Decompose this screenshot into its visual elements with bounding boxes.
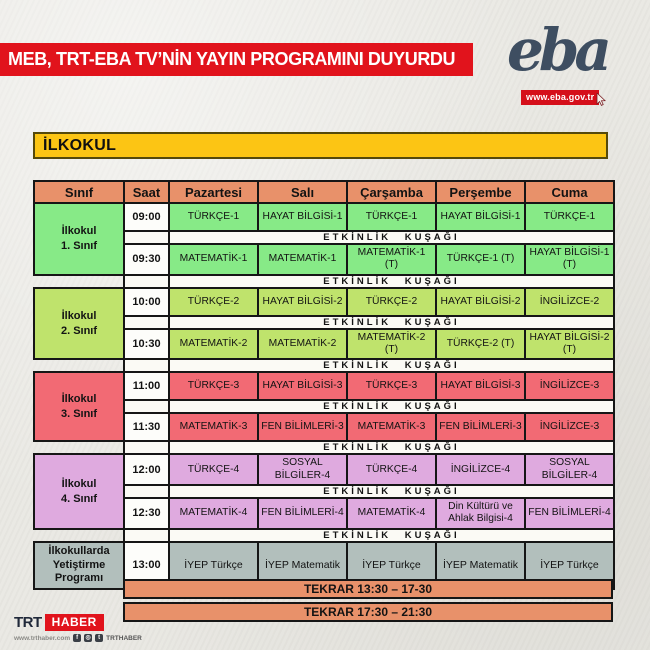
eba-logo: eba [506, 16, 608, 84]
class-grade: 1. Sınıf [60, 239, 98, 252]
empty-time-cell [124, 529, 169, 542]
col-header-pazartesi: Pazartesi [169, 181, 258, 203]
lesson-cell: FEN BİLİMLERİ-3 [258, 413, 347, 441]
class-cell-grade2 [34, 288, 124, 360]
activity-row [34, 529, 614, 542]
activity-band: ETKİNLİK KUŞAĞI [169, 529, 614, 542]
empty-time-cell [124, 441, 169, 454]
empty-time-cell [124, 275, 169, 288]
class-name: İlkokul [61, 393, 97, 406]
spacer-cell [34, 529, 124, 542]
activity-band: ETKİNLİK KUŞAĞI [169, 485, 614, 498]
class-grade: 2. Sınıf [60, 324, 98, 337]
class-grade: 4. Sınıf [60, 492, 98, 505]
lesson-cell: MATEMATİK-4 [169, 498, 258, 529]
lesson-cell: İYEP Matematik [258, 542, 347, 589]
empty-time-cell [124, 316, 169, 329]
lesson-cell: MATEMATİK-4 [347, 498, 436, 529]
time-cell: 12:00 [124, 454, 169, 485]
activity-row [34, 275, 614, 288]
lesson-cell: MATEMATİK-3 [347, 413, 436, 441]
lesson-cell: TÜRKÇE-3 [169, 372, 258, 400]
empty-time-cell [124, 485, 169, 498]
spacer-cell [34, 275, 124, 288]
lesson-cell: İYEP Türkçe [525, 542, 614, 589]
lesson-cell: TÜRKÇE-4 [347, 454, 436, 485]
section-label: İLKOKUL [43, 136, 117, 154]
lesson-cell: İNGİLİZCE-4 [436, 454, 525, 485]
lesson-cell: MATEMATİK-1 [258, 244, 347, 275]
table-row [34, 203, 614, 231]
activity-band: ETKİNLİK KUŞAĞI [169, 231, 614, 244]
col-header-sali: Salı [258, 181, 347, 203]
time-cell: 09:00 [124, 203, 169, 231]
col-header-sinif: Sınıf [34, 181, 124, 203]
col-header-persembe: Perşembe [436, 181, 525, 203]
lesson-cell: İNGİLİZCE-2 [525, 288, 614, 316]
lesson-cell: HAYAT BİLGİSİ-1 (T) [525, 244, 614, 275]
time-cell: 10:00 [124, 288, 169, 316]
col-header-cuma: Cuma [525, 181, 614, 203]
class-cell-grade3 [34, 372, 124, 441]
eba-url-badge[interactable]: www.eba.gov.tr [521, 90, 599, 105]
class-grade: 3. Sınıf [60, 407, 98, 420]
schedule-table [33, 180, 615, 590]
headline-banner [0, 43, 473, 76]
lesson-cell: MATEMATİK-1 (T) [347, 244, 436, 275]
lesson-cell: FEN BİLİMLERİ-3 [436, 413, 525, 441]
time-cell: 11:00 [124, 372, 169, 400]
instagram-icon[interactable]: ◎ [85, 635, 91, 641]
empty-time-cell [124, 400, 169, 413]
activity-band: ETKİNLİK KUŞAĞI [169, 275, 614, 288]
table-row [34, 454, 614, 485]
lesson-cell: MATEMATİK-2 (T) [347, 329, 436, 360]
lesson-cell: HAYAT BİLGİSİ-1 [436, 203, 525, 231]
col-header-saat: Saat [124, 181, 169, 203]
lesson-cell: HAYAT BİLGİSİ-2 [436, 288, 525, 316]
class-name: İlkokul [61, 477, 97, 490]
lesson-cell: MATEMATİK-3 [169, 413, 258, 441]
empty-time-cell [124, 359, 169, 372]
lesson-cell: SOSYAL BİLGİLER-4 [258, 454, 347, 485]
activity-band: ETKİNLİK KUŞAĞI [169, 441, 614, 454]
lesson-cell: HAYAT BİLGİSİ-1 [258, 203, 347, 231]
trt-haber-logo [14, 613, 142, 642]
trthaber-url[interactable]: www.trthaber.com [14, 634, 71, 642]
activity-row [34, 441, 614, 454]
lesson-cell: TÜRKÇE-3 [347, 372, 436, 400]
empty-time-cell [124, 231, 169, 244]
lesson-cell: İYEP Türkçe [169, 542, 258, 589]
spacer-cell [34, 441, 124, 454]
twitter-icon[interactable]: t [95, 634, 103, 642]
lesson-cell: İYEP Türkçe [347, 542, 436, 589]
lesson-cell: MATEMATİK-1 [169, 244, 258, 275]
col-header-carsamba: Çarşamba [347, 181, 436, 203]
lesson-cell: TÜRKÇE-2 (T) [436, 329, 525, 360]
lesson-cell: HAYAT BİLGİSİ-2 [258, 288, 347, 316]
class-cell-grade4 [34, 454, 124, 528]
time-cell: 10:30 [124, 329, 169, 360]
activity-band: ETKİNLİK KUŞAĞI [169, 400, 614, 413]
facebook-icon[interactable]: f [73, 634, 81, 642]
time-cell: 12:30 [124, 498, 169, 529]
time-cell: 09:30 [124, 244, 169, 275]
trt-wordmark: TRT [14, 613, 42, 631]
lesson-cell: TÜRKÇE-1 [525, 203, 614, 231]
lesson-cell: İNGİLİZCE-3 [525, 413, 614, 441]
lesson-cell: HAYAT BİLGİSİ-2 (T) [525, 329, 614, 360]
header-row [34, 181, 614, 203]
lesson-cell: TÜRKÇE-1 [169, 203, 258, 231]
lesson-cell: FEN BİLİMLERİ-4 [525, 498, 614, 529]
haber-wordmark: HABER [45, 614, 104, 631]
lesson-cell: HAYAT BİLGİSİ-3 [436, 372, 525, 400]
class-cell-iyep: İlkokullarda Yetiştirme Programı [34, 542, 124, 589]
trthaber-handle: TRTHABER [106, 634, 142, 642]
time-cell: 13:00 [124, 542, 169, 589]
lesson-cell: İNGİLİZCE-3 [525, 372, 614, 400]
activity-band: ETKİNLİK KUŞAĞI [169, 359, 614, 372]
spacer-cell [34, 359, 124, 372]
class-name: İlkokul [61, 309, 97, 322]
lesson-cell: İYEP Matematik [436, 542, 525, 589]
lesson-cell: TÜRKÇE-1 [347, 203, 436, 231]
lesson-cell: TÜRKÇE-2 [169, 288, 258, 316]
activity-row [34, 359, 614, 372]
lesson-cell: Din Kültürü ve Ahlak Bilgisi-4 [436, 498, 525, 529]
table-row [34, 372, 614, 400]
lesson-cell: HAYAT BİLGİSİ-3 [258, 372, 347, 400]
lesson-cell: SOSYAL BİLGİLER-4 [525, 454, 614, 485]
table-row [34, 288, 614, 316]
lesson-cell: MATEMATİK-2 [169, 329, 258, 360]
lesson-cell: TÜRKÇE-4 [169, 454, 258, 485]
lesson-cell: FEN BİLİMLERİ-4 [258, 498, 347, 529]
section-bar-ilkokul [33, 132, 608, 159]
class-name: İlkokul [61, 225, 97, 237]
time-cell: 11:30 [124, 413, 169, 441]
lesson-cell: MATEMATİK-2 [258, 329, 347, 360]
repeat-bar-evening: TEKRAR 17:30 – 21:30 [123, 602, 613, 622]
mouse-cursor-icon [596, 93, 607, 106]
headline-text: MEB, TRT-EBA TV’NİN YAYIN PROGRAMINI DUYURDU [8, 49, 456, 69]
class-cell-grade1 [34, 203, 124, 275]
lesson-cell: TÜRKÇE-2 [347, 288, 436, 316]
repeat-bar-afternoon: TEKRAR 13:30 – 17-30 [123, 579, 613, 599]
activity-band: ETKİNLİK KUŞAĞI [169, 316, 614, 329]
lesson-cell: TÜRKÇE-1 (T) [436, 244, 525, 275]
